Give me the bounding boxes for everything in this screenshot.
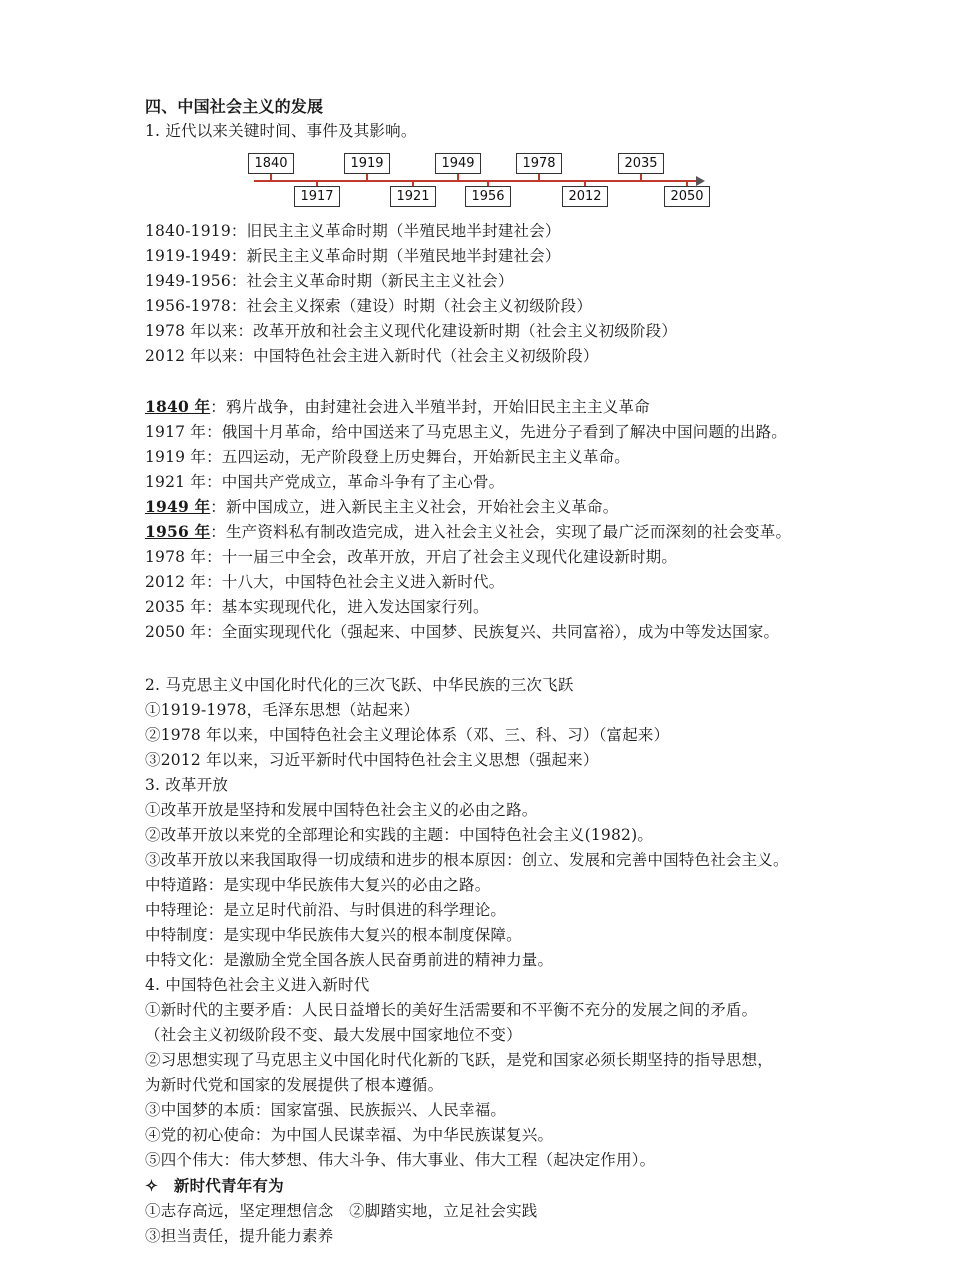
event-line [145, 421, 787, 443]
timeline-year-1978: 1978 [516, 153, 562, 174]
period-line: 1978 年以来：改革开放和社会主义现代化建设新时期（社会主义初级阶段） [145, 322, 678, 340]
event-text: ：全面实现现代化（强起来、中国梦、民族复兴、共同富裕），成为中等发达国家。 [206, 623, 780, 641]
event-text: ：五四运动，无产阶段登上历史舞台，开始新民主主义革命。 [206, 448, 630, 466]
section-1-title: 1. 近代以来关键时间、事件及其影响。 [145, 122, 417, 140]
event-text: ：中国共产党成立，革命斗争有了主心骨。 [206, 473, 505, 491]
section-4-title: 4. 中国特色社会主义进入新时代 [145, 976, 370, 994]
event-line [145, 496, 618, 518]
event-line [145, 546, 677, 568]
list-item: ⑤四个伟大：伟大梦想、伟大斗争、伟大事业、伟大工程（起决定作用）。 [145, 1151, 656, 1169]
period-line: 1919-1949：新民主主义革命时期（半殖民地半封建社会） [145, 247, 561, 265]
event-year: 2012 年 [145, 573, 207, 591]
timeline-axis [254, 180, 698, 182]
event-year: 2035 年 [145, 598, 207, 616]
timeline-year-1917: 1917 [294, 186, 340, 207]
list-item: 中特文化：是激励全党全国各族人民奋勇前进的精神力量。 [145, 951, 554, 969]
list-item: ①志存高远，坚定理想信念 ②脚踏实地，立足社会实践 [145, 1202, 538, 1220]
section-5-title: ✧ 新时代青年有为 [145, 1176, 284, 1195]
event-line [145, 471, 504, 493]
list-item: ③2012 年以来，习近平新时代中国特色社会主义思想（强起来） [145, 751, 599, 769]
timeline-diagram [246, 150, 712, 212]
timeline-year-2035: 2035 [618, 153, 664, 174]
list-item: ②改革开放以来党的全部理论和实践的主题：中国特色社会主义(1982)。 [145, 826, 654, 844]
period-line: 1840-1919：旧民主主义革命时期（半殖民地半封建社会） [145, 222, 561, 240]
list-item: ①改革开放是坚持和发展中国特色社会主义的必由之路。 [145, 801, 538, 819]
event-text: ：生产资料私有制改造完成，进入社会主义社会，实现了最广泛而深刻的社会变革。 [210, 523, 792, 541]
event-year: 1978 年 [145, 548, 207, 566]
event-line [145, 521, 791, 543]
event-line [145, 571, 504, 593]
event-text: ：基本实现现代化，进入发达国家行列。 [206, 598, 489, 616]
list-item: 中特道路：是实现中华民族伟大复兴的必由之路。 [145, 876, 491, 894]
list-item: ③中国梦的本质：国家富强、民族振兴、人民幸福。 [145, 1101, 507, 1119]
event-line [145, 596, 489, 618]
list-item: ①1919-1978，毛泽东思想（站起来） [145, 701, 420, 719]
event-year: 1921 年 [145, 473, 207, 491]
event-text: ：鸦片战争，由封建社会进入半殖半封，开始旧民主主主义革命 [210, 398, 650, 416]
list-item: ③改革开放以来我国取得一切成绩和进步的根本原因：创立、发展和完善中国特色社会主义。 [145, 851, 789, 869]
list-item: 中特制度：是实现中华民族伟大复兴的根本制度保障。 [145, 926, 522, 944]
list-item: （社会主义初级阶段不变、最大发展中国家地位不变） [145, 1026, 522, 1044]
timeline-year-1840: 1840 [248, 153, 294, 174]
section-2-title: 2. 马克思主义中国化时代化的三次飞跃、中华民族的三次飞跃 [145, 676, 574, 694]
event-year: 1919 年 [145, 448, 207, 466]
period-line: 1956-1978：社会主义探索（建设）时期（社会主义初级阶段） [145, 297, 593, 315]
event-year: 1949 年 [145, 497, 211, 516]
event-year: 1956 年 [145, 522, 211, 541]
event-line [145, 621, 779, 643]
list-item: ①新时代的主要矛盾：人民日益增长的美好生活需要和不平衡不充分的发展之间的矛盾。 [145, 1001, 758, 1019]
page-title: 四、中国社会主义的发展 [145, 97, 324, 116]
event-year: 1917 年 [145, 423, 207, 441]
timeline-year-1919: 1919 [344, 153, 390, 174]
event-year: 1840 年 [145, 397, 211, 416]
list-item: 中特理论：是立足时代前沿、与时俱进的科学理论。 [145, 901, 507, 919]
timeline-year-1956: 1956 [465, 186, 511, 207]
timeline-year-2050: 2050 [664, 186, 710, 207]
timeline-arrow-icon [696, 176, 705, 186]
list-item: ③担当责任，提升能力素养 [145, 1227, 334, 1245]
period-line: 1949-1956：社会主义革命时期（新民主主义社会） [145, 272, 514, 290]
period-line: 2012 年以来：中国特色社会主进入新时代（社会主义初级阶段） [145, 347, 599, 365]
event-text: ：十一届三中全会，改革开放，开启了社会主义现代化建设新时期。 [206, 548, 678, 566]
event-text: ：十八大，中国特色社会主义进入新时代。 [206, 573, 505, 591]
event-year: 2050 年 [145, 623, 207, 641]
list-item: ②1978 年以来，中国特色社会主义理论体系（邓、三、科、习）（富起来） [145, 726, 670, 744]
timeline-year-1921: 1921 [390, 186, 436, 207]
list-item: ②习思想实现了马克思主义中国化时代化新的飞跃，是党和国家必须长期坚持的指导思想， [145, 1051, 774, 1069]
event-text: ：俄国十月革命，给中国送来了马克思主义，先进分子看到了解决中国问题的出路。 [206, 423, 787, 441]
list-item: 为新时代党和国家的发展提供了根本遵循。 [145, 1076, 444, 1094]
timeline-year-2012: 2012 [562, 186, 608, 207]
list-item: ④党的初心使命：为中国人民谋幸福、为中华民族谋复兴。 [145, 1126, 554, 1144]
timeline-year-1949: 1949 [435, 153, 481, 174]
section-3-title: 3. 改革开放 [145, 776, 229, 794]
event-line [145, 446, 630, 468]
event-line [145, 396, 650, 418]
event-text: ：新中国成立，进入新民主主义社会，开始社会主义革命。 [210, 498, 619, 516]
